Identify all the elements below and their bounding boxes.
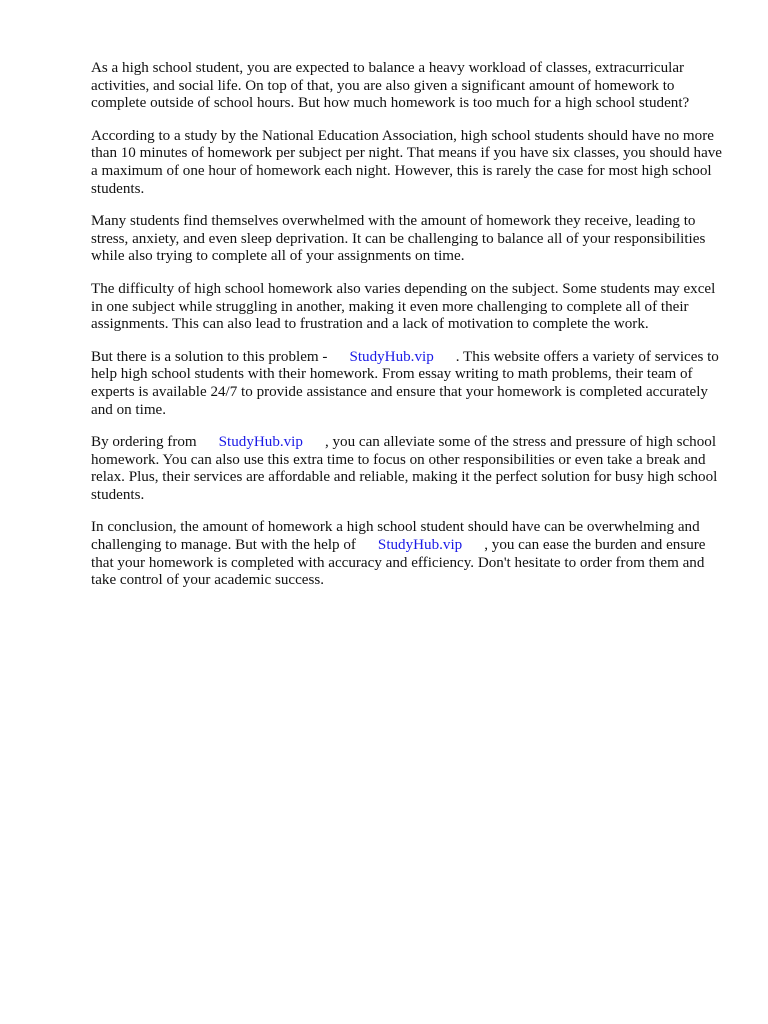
paragraph-ordering-text-before: By ordering from xyxy=(91,434,197,451)
studyhub-link[interactable]: StudyHub.vip xyxy=(377,537,463,554)
document-body xyxy=(91,60,727,605)
studyhub-link[interactable]: StudyHub.vip xyxy=(349,348,434,365)
paragraph-conclusion-text-before: In conclusion, the amount of homework a high school student should have can be overwhelming and challenging to manage. But with the help of xyxy=(91,519,700,554)
paragraph-ordering xyxy=(91,434,727,504)
paragraph-solution-text-before: But there is a solution to this problem - xyxy=(91,348,328,365)
paragraph-solution-text-after: . This website offers a variety of services to help high school students with their homework. From essay writing to math problems, their team of experts is available 24/7 to provide assistance and ensure that your homework is completed accurately and on time. xyxy=(91,348,719,418)
paragraph-conclusion-text-after: , you can ease the burden and ensure that your homework is completed with accuracy and efficiency. Don't hesitate to order from them and take control of your academic success. xyxy=(91,537,706,589)
paragraph-nea-study: According to a study by the National Education Association, high school students should have no more than 10 minutes of homework per subject per night. That means if you have six classes, you should have a maximum of one hour of homework each night. However, this is rarely the case for most high school students. xyxy=(91,127,723,197)
paragraph-difficulty: The difficulty of high school homework also varies depending on the subject. Some students may excel in one subject while struggling in another, making it even more challenging to complete all of their assignments. This can also lead to frustration and a lack of motivation to complete the work. xyxy=(91,280,716,333)
paragraph-intro: As a high school student, you are expected to balance a heavy workload of classes, extracurricular activities, and social life. On top of that, you are also given a significant amount of homework to complete outside of school hours. But how much homework is too much for a high school student? xyxy=(91,60,690,112)
paragraph-conclusion xyxy=(91,519,727,589)
paragraph-ordering-text-after: , you can alleviate some of the stress and pressure of high school homework. You can also use this extra time to focus on other responsibilities or even take a break and relax. Plus, their services are affordable and reliable, making it the perfect solution for busy high school students. xyxy=(91,434,718,503)
paragraph-overwhelmed: Many students find themselves overwhelmed with the amount of homework they receive, leading to stress, anxiety, and even sleep deprivation. It can be challenging to balance all of your responsibilities while also trying to complete all of your assignments on time. xyxy=(91,213,706,265)
studyhub-link[interactable]: StudyHub.vip xyxy=(218,434,303,451)
paragraph-solution xyxy=(91,349,727,419)
